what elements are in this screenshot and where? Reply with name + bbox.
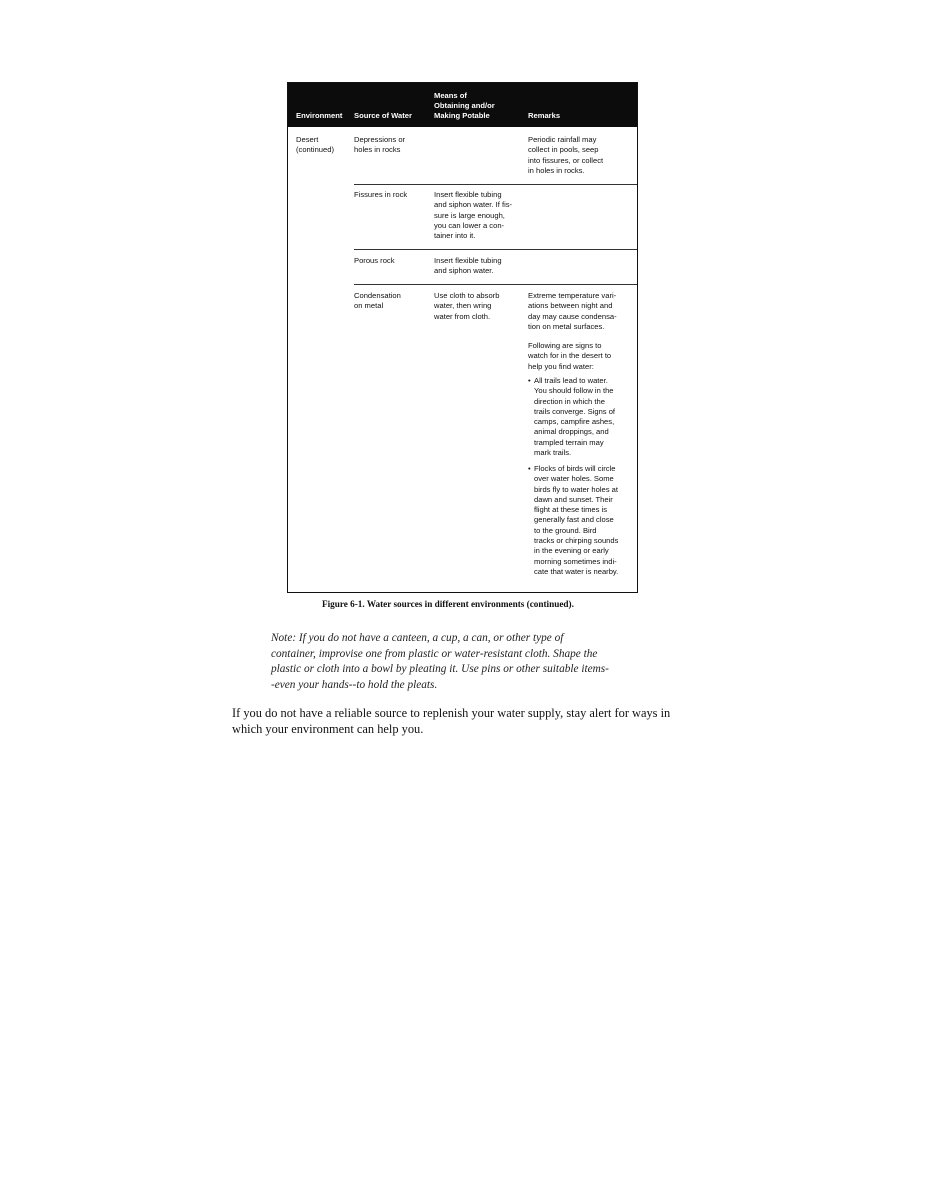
header-remarks: Remarks — [528, 111, 561, 120]
header-source: Source of Water — [354, 111, 412, 120]
cell-line: watch for in the desert to — [528, 351, 612, 361]
cell-line: and siphon water. If fis- — [434, 200, 513, 210]
figure-caption: Figure 6-1. Water sources in different environments (continued). — [322, 599, 574, 609]
cell-line: tracks or chirping sounds — [534, 536, 619, 546]
row1-environment — [296, 135, 334, 156]
cell-line: to the ground. Bird — [534, 525, 597, 535]
paragraph-line: which your environment can help you. — [232, 721, 424, 736]
cell-line: Following are signs to — [528, 341, 602, 350]
cell-line: mark trails. — [534, 448, 572, 458]
cell-line: over water holes. Some — [534, 474, 614, 484]
header-environment: Environment — [296, 111, 343, 120]
cell-line: Depressions or — [354, 135, 406, 144]
cell-line: Periodic rainfall may — [528, 135, 597, 144]
row-divider — [354, 249, 637, 250]
cell-line: animal droppings, and — [534, 427, 609, 437]
cell-line: you can lower a con- — [434, 220, 505, 230]
cell-line: You should follow in the — [534, 386, 614, 396]
row4-remarks-extra — [528, 341, 611, 372]
cell-line: Fissures in rock — [354, 190, 408, 199]
cell-line: holes in rocks — [354, 145, 401, 155]
cell-line: Insert flexible tubing — [434, 256, 502, 265]
row1-remarks — [528, 135, 603, 176]
water-sources-figure — [287, 82, 638, 593]
header-means — [434, 91, 495, 121]
row2-means — [434, 190, 512, 241]
note-line: -even your hands--to hold the pleats. — [271, 678, 438, 691]
bullet-marker: • — [528, 376, 531, 385]
cell-line: help you find water: — [528, 361, 594, 371]
header-means-line: Means of — [434, 91, 467, 100]
cell-line: Desert — [296, 135, 319, 144]
note-line: container, improvise one from plastic or water-resistant cloth. Shape the — [271, 647, 598, 660]
cell-line: trampled terrain may — [534, 437, 604, 447]
note-line: plastic or cloth into a bowl by pleating it. Use pins or other suitable items- — [271, 663, 609, 676]
cell-line: birds fly to water holes at — [534, 484, 618, 494]
cell-line: Flocks of birds will circle — [534, 464, 616, 473]
cell-line: and siphon water. — [434, 266, 494, 276]
row-divider — [354, 184, 637, 185]
cell-line: All trails lead to water. — [534, 376, 608, 385]
cell-line: generally fast and close — [534, 515, 614, 525]
cell-line: trails converge. Signs of — [534, 406, 616, 416]
cell-line: Extreme temperature vari- — [528, 291, 617, 300]
cell-line: Use cloth to absorb — [434, 291, 500, 300]
cell-line: tainer into it. — [434, 231, 476, 241]
row3-source — [354, 256, 395, 266]
cell-line: water from cloth. — [434, 311, 491, 321]
cell-line: cate that water is nearby. — [534, 566, 619, 576]
bullet-marker: • — [528, 464, 531, 473]
cell-line: in holes in rocks. — [528, 165, 585, 175]
cell-line: into fissures, or collect — [528, 155, 604, 165]
header-means-line: Making Potable — [434, 111, 490, 120]
cell-line: collect in pools, seep — [528, 145, 599, 155]
note-line: Note: If you do not have a canteen, a cup, a can, or other type of — [271, 632, 564, 644]
cell-line: dawn and sunset. Their — [534, 494, 613, 504]
header-means-line: Obtaining and/or — [434, 101, 495, 110]
cell-line: water, then wring — [434, 301, 492, 311]
row4-means — [434, 291, 499, 322]
cell-line: camps, campfire ashes, — [534, 417, 615, 427]
row3-means — [434, 256, 502, 277]
row-divider — [354, 284, 637, 285]
cell-line: sure is large enough, — [434, 210, 505, 220]
table-header — [288, 83, 637, 127]
row2-source — [354, 190, 407, 200]
row4-remarks — [528, 291, 617, 332]
cell-line: flight at these times is — [534, 505, 608, 515]
cell-line: Porous rock — [354, 256, 395, 265]
bullet-text — [534, 464, 618, 577]
paragraph-line: If you do not have a reliable source to replenish your water supply, stay alert for ways in — [232, 706, 671, 720]
cell-line: in the evening or early — [534, 546, 609, 556]
cell-line: (continued) — [296, 145, 334, 155]
cell-line: morning sometimes indi- — [534, 556, 617, 566]
cell-line: tion on metal surfaces. — [528, 321, 605, 331]
row1-source — [354, 135, 405, 156]
note-block — [271, 631, 609, 693]
cell-line: Insert flexible tubing — [434, 190, 502, 199]
cell-line: direction in which the — [534, 396, 605, 406]
cell-line: ations between night and — [528, 301, 613, 311]
row4-source — [354, 291, 401, 312]
bullet-text — [534, 376, 615, 458]
cell-line: Condensation — [354, 291, 401, 300]
cell-line: on metal — [354, 301, 384, 311]
cell-line: day may cause condensa- — [528, 311, 617, 321]
body-paragraph — [232, 706, 670, 737]
